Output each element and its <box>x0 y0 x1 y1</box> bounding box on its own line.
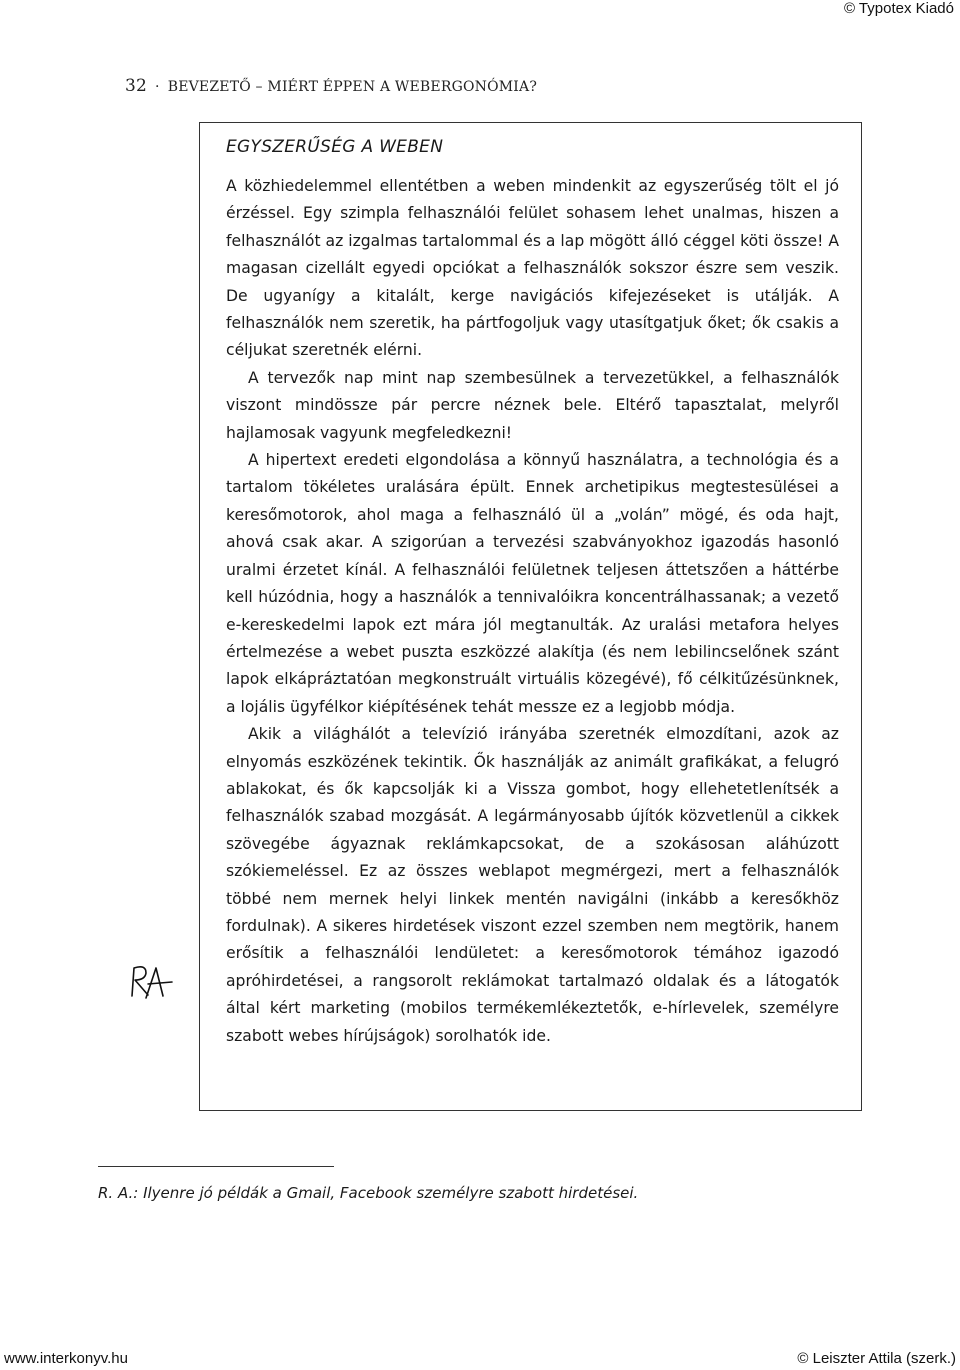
website-watermark: www.interkonyv.hu <box>4 1350 128 1367</box>
page-number: 32 <box>125 76 148 96</box>
box-paragraph: Akik a világhálót a televízió irányába szeretnék elmozdítani, azok az elnyomás eszközének tekintik. Ők használják az animált grafikákat, a felugró ablakokat, és ők kapcsolják ki a Vissza gombot, hogy ellehetetlenítsék a felhasználók szabad mozgását. A legármányosabb újítók közvetlenül a cikkek szövegébe ágyaznak reklámkapcsokat, de a szokásosan aláhúzott szókiemeléssel. Ez az összes weblapot megmérgezi, mert a felhasználók többé nem mernek helyi linkek mentén navigálni (inkább a keresőkhöz fordulnak). A sikeres hirdetések viszont ezzel szemben nem megtörik, hanem erősítik a felhasználói lendületet: a keresőmotorok témához igazodó apróhirdetései, a rangsorolt reklámokat tartalmazó oldalak és a látogatók által kért marketing (mobilos termékemlékeztetők, e-hírlevelek, személyre szabott webes hírújságok) sorolhatók ide. <box>226 725 839 1045</box>
box-paragraph: A hipertext eredeti elgondolása a könnyű használatra, a technológia és a tartalom tökéletes uralására épült. Ennek archetipikus megtestesülései a keresőmotorok, ahol maga a felhasználó ül a „volán” mögé, és oda hajt, ahová csak akar. A szigorúan a tervezési szabványokhoz igazodás hasonló uralmi érzetet kínál. A felhasználói felületnek teljesen áttetszően a háttérbe kell húzódnia, hogy a használók a tennivalóikra koncentrálhassanak; a vezető e-kereskedelmi lapok ezt mára jól megtanulták. Az uralási metafora helyes értelmezése a webet puszta eszközzé alakítja (és nem lebilincselőnek szánt lapok elkápráztatóan megkonstruált virtuális közegévé), fő célkitűzésünknek, a lojális ügyfélkor kiépítésének tehát messze ez a legjobb módja. <box>226 451 839 716</box>
running-head <box>125 76 537 96</box>
box-paragraph: A közhiedelemmel ellentétben a weben mindenkit az egyszerűség tölt el jó érzéssel. Egy szimpla felhasználói felület sohasem lehet unalmas, hiszen a felhasználót az izgalmas tartalommal és a lap mögött álló céggel köti össze! A magasan cizellált egyedi opciókat a felhasználók sokszor észre sem veszik. De ugyanígy a kitalált, kerge navigációs kifejezéseket is utálják. A felhasználók nem szeretik, ha pártfogoljuk vagy utasítgatjuk őket; ők csakis a céljukat szeretnék elérni. <box>226 177 839 360</box>
box-title: EGYSZERŰSÉG A WEBEN <box>226 137 444 157</box>
editor-initials-mark <box>126 962 174 1000</box>
footnote: R. A.: Ilyenre jó példák a Gmail, Facebook személyre szabott hirdetései. <box>98 1184 639 1202</box>
sidebar-box <box>199 122 862 1111</box>
running-head-separator: · <box>155 79 160 95</box>
box-paragraph: A tervezők nap mint nap szembesülnek a tervezetükkel, a felhasználók viszont mindössze pár percre néznek bele. Eltérő tapasztalat, melyről hajlamosak vagyunk megfeledkezni! <box>226 368 839 442</box>
copyright-watermark-bottom: © Leiszter Attila (szerk.) <box>797 1350 956 1367</box>
footnote-rule <box>98 1166 334 1167</box>
copyright-watermark-top: © Typotex Kiadó <box>843 0 954 17</box>
chapter-title: BEVEZETŐ – MIÉRT ÉPPEN A WEBERGONÓMIA? <box>167 79 538 95</box>
